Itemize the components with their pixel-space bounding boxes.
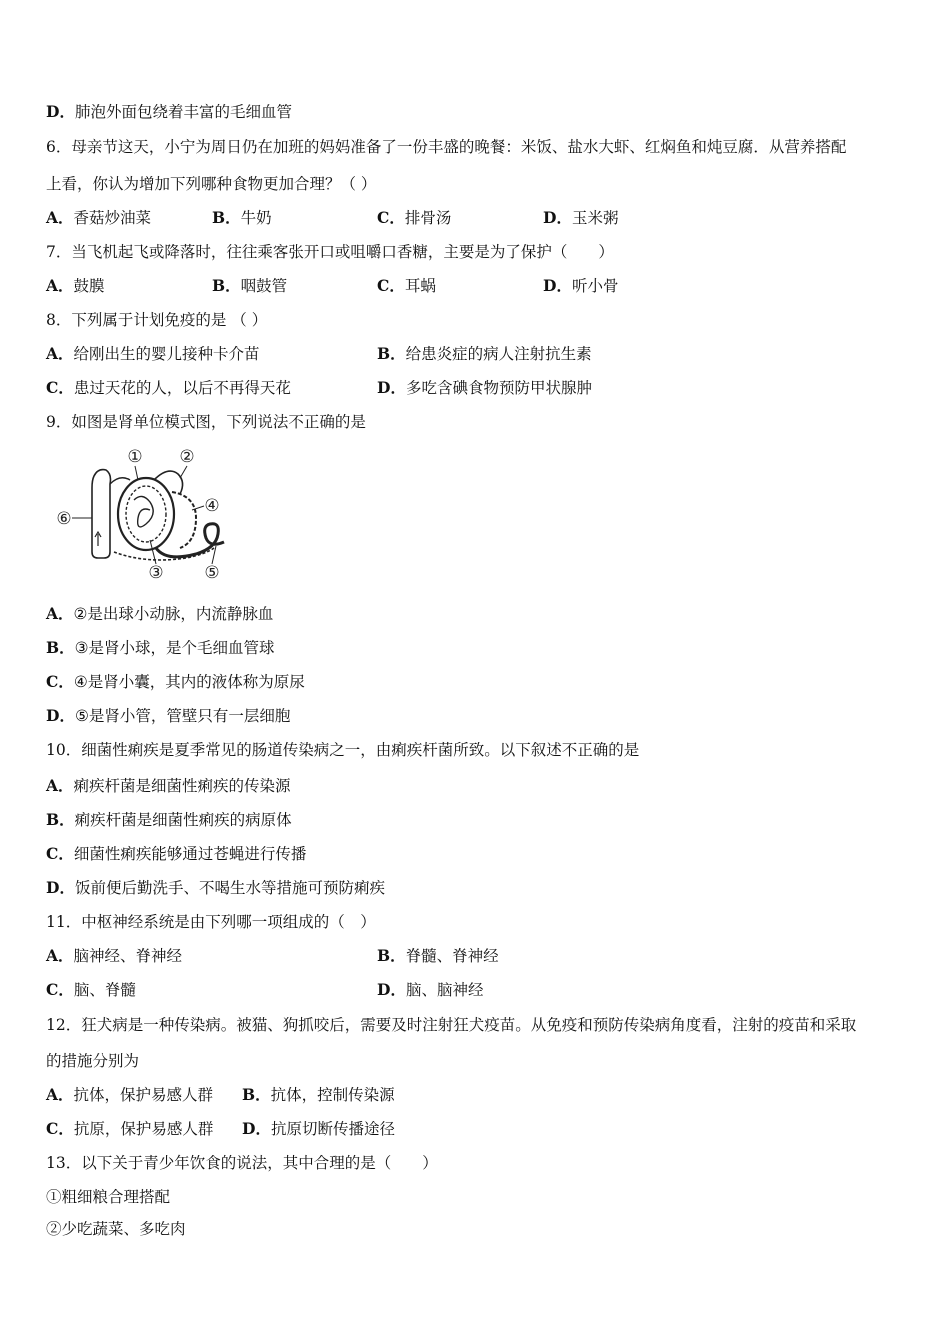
q6-stem-line2: 上看，你认为增加下列哪种食物更加合理？（ ） [46, 175, 377, 193]
option-letter: A． [46, 1085, 74, 1104]
option-letter: C． [46, 672, 74, 691]
q10-option-d: D．饭前便后勤洗手、不喝生水等措施可预防痢疾 [46, 878, 385, 897]
q8-option-b: B．给患炎症的病人注射抗生素 [377, 344, 592, 363]
option-letter: A． [46, 208, 74, 227]
nephron-diagram [46, 444, 236, 584]
q11-option-d: D．脑、脑神经 [377, 980, 484, 999]
q10-stem: 10．细菌性痢疾是夏季常见的肠道传染病之一，由痢疾杆菌所致。以下叙述不正确的是 [46, 741, 640, 759]
option-letter: D． [242, 1119, 271, 1138]
option-letter: A． [46, 604, 74, 623]
option-letter: D． [377, 980, 406, 999]
figure-label-5: ⑤ [204, 563, 220, 583]
option-letter: C． [377, 208, 405, 227]
option-letter: D． [377, 378, 406, 397]
q5-option-d: D．肺泡外面包绕着丰富的毛细血管 [46, 102, 292, 121]
option-letter: B． [46, 638, 75, 657]
q8-option-d: D．多吃含碘食物预防甲状腺肿 [377, 378, 592, 397]
q8-stem: 8．下列属于计划免疫的是 （ ） [46, 311, 268, 329]
q12-stem-line2: 的措施分别为 [46, 1052, 140, 1070]
q6-option-a: A．香菇炒油菜 [46, 208, 152, 227]
q6-stem-line1: 6．母亲节这天，小宁为周日仍在加班的妈妈准备了一份丰盛的晚餐：米饭、盐水大虾、红焖鱼和炖豆腐．从营养搭配 [46, 138, 847, 156]
capillary-network [172, 492, 196, 548]
figure-label-4: ④ [204, 496, 220, 516]
afferent-arteriole [110, 478, 130, 484]
option-letter: A． [46, 344, 74, 363]
option-letter: A． [46, 946, 74, 965]
glomerulus [126, 486, 166, 542]
q7-stem: 7．当飞机起飞或降落时，往往乘客张开口或咀嚼口香糖，主要是为了保护（ ） [46, 243, 614, 261]
q11-option-c: C．脑、脊髓 [46, 980, 136, 999]
option-letter: D． [46, 706, 75, 725]
q10-option-b: B．痢疾杆菌是细菌性痢疾的病原体 [46, 810, 292, 829]
q11-stem: 11．中枢神经系统是由下列哪一项组成的（ ） [46, 913, 376, 931]
figure-label-2: ② [179, 447, 195, 467]
q7-option-b: B．咽鼓管 [212, 276, 288, 295]
q7-option-c: C．耳蜗 [377, 276, 436, 295]
option-letter: D． [46, 102, 75, 121]
q12-stem-line1: 12．狂犬病是一种传染病。被猫、狗抓咬后，需要及时注射狂犬疫苗。从免疫和预防传染病角度看，注射的疫苗和采取 [46, 1016, 857, 1034]
option-letter: B． [212, 208, 241, 227]
option-letter: D． [543, 276, 572, 295]
q12-option-b: B．抗体，控制传染源 [242, 1085, 395, 1104]
leader-line-1 [135, 466, 138, 480]
option-letter: B． [46, 810, 75, 829]
option-letter: C． [46, 378, 74, 397]
q12-option-a: A．抗体，保护易感人群 [46, 1085, 214, 1104]
option-letter: D． [543, 208, 572, 227]
q9-option-d: D．⑤是肾小管，管壁只有一层细胞 [46, 706, 291, 725]
q8-option-c: C．患过天花的人，以后不再得天花 [46, 378, 291, 397]
q12-option-d: D．抗原切断传播途径 [242, 1119, 395, 1138]
figure-label-3: ③ [148, 563, 164, 583]
q6-option-c: C．排骨汤 [377, 208, 452, 227]
q9-option-a: A．②是出球小动脉，内流静脉血 [46, 604, 274, 623]
q10-option-c: C．细菌性痢疾能够通过苍蝇进行传播 [46, 844, 307, 863]
q13-item-1: ①粗细粮合理搭配 [46, 1188, 171, 1206]
q9-stem: 9．如图是肾单位模式图，下列说法不正确的是 [46, 413, 366, 431]
q12-option-c: C．抗原，保护易感人群 [46, 1119, 214, 1138]
q13-stem: 13．以下关于青少年饮食的说法，其中合理的是（ ） [46, 1154, 438, 1172]
blood-vessel [92, 470, 111, 558]
leader-line-2 [180, 466, 187, 478]
q10-option-a: A．痢疾杆菌是细菌性痢疾的传染源 [46, 776, 291, 795]
q11-option-a: A．脑神经、脊神经 [46, 946, 183, 965]
option-letter: B． [242, 1085, 271, 1104]
figure-label-6: ⑥ [56, 509, 72, 529]
option-letter: D． [46, 878, 75, 897]
option-letter: A． [46, 276, 74, 295]
option-letter: C． [377, 276, 405, 295]
option-letter: A． [46, 776, 74, 795]
option-letter: B． [377, 344, 406, 363]
option-letter: B． [377, 946, 406, 965]
q6-option-d: D．玉米粥 [543, 208, 619, 227]
q13-item-2: ②少吃蔬菜、多吃肉 [46, 1220, 186, 1238]
q11-option-b: B．脊髓、脊神经 [377, 946, 499, 965]
q7-option-d: D．听小骨 [543, 276, 619, 295]
option-letter: C． [46, 1119, 74, 1138]
option-letter: C． [46, 980, 74, 999]
q7-option-a: A．鼓膜 [46, 276, 105, 295]
option-letter: C． [46, 844, 74, 863]
q8-option-a: A．给刚出生的婴儿接种卡介苗 [46, 344, 260, 363]
q6-option-b: B．牛奶 [212, 208, 272, 227]
q9-option-c: C．④是肾小囊，其内的液体称为原尿 [46, 672, 305, 691]
q9-option-b: B．③是肾小球，是个毛细血管球 [46, 638, 275, 657]
option-letter: B． [212, 276, 241, 295]
figure-label-1: ① [127, 447, 143, 467]
